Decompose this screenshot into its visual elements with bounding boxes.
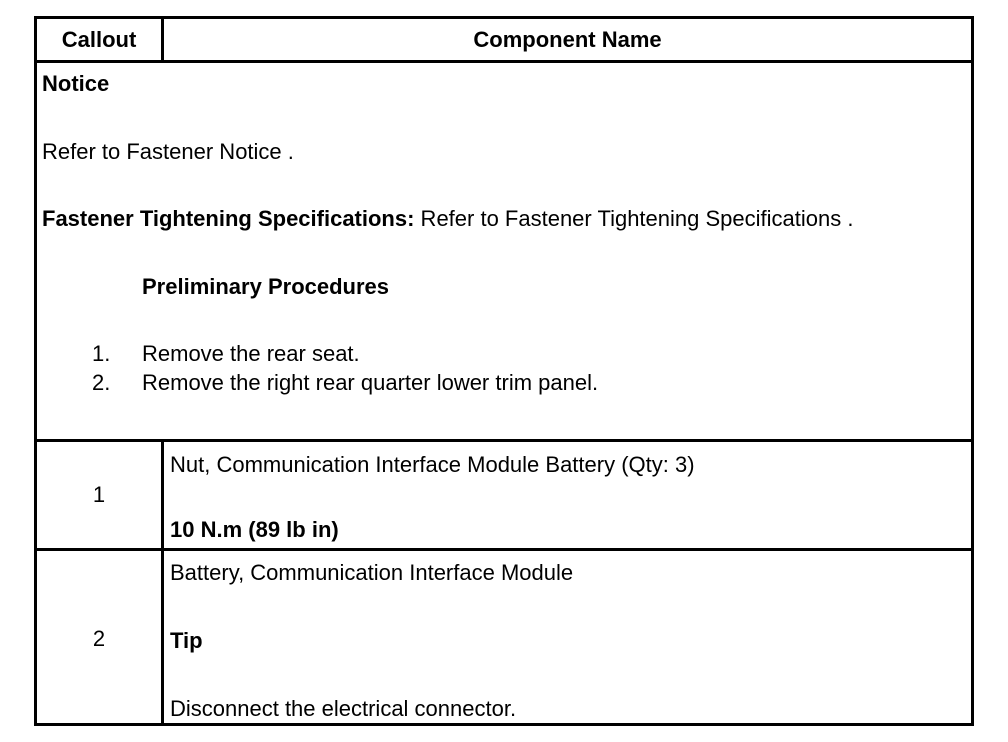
tip-label: Tip — [170, 628, 203, 653]
table-header-row — [37, 19, 971, 63]
callout-cell: 1 — [37, 442, 164, 548]
spec-text: Refer to Fastener Tightening Specifications . — [414, 206, 854, 231]
step-number-1: 1. — [92, 341, 111, 366]
callout-cell: 2 — [37, 551, 164, 726]
component-name-column-header: Component Name — [473, 26, 662, 52]
notice-title: Notice — [42, 71, 110, 96]
preliminary-procedures-title: Preliminary Procedures — [142, 274, 390, 299]
component-name: Nut, Communication Interface Module Battery (Qty: 3) — [170, 452, 695, 477]
step-text-2: Remove the right rear quarter lower trim panel. — [142, 370, 599, 395]
component-table — [34, 16, 974, 726]
fastener-notice-reference: Refer to Fastener Notice . — [42, 139, 294, 164]
callout-column-header: Callout — [37, 19, 164, 60]
table-row — [37, 551, 971, 726]
table-row — [37, 442, 971, 551]
component-name-cell — [164, 551, 971, 726]
component-name: Battery, Communication Interface Module — [170, 560, 574, 585]
torque-spec: 10 N.m (89 lb in) — [170, 517, 339, 542]
notice-section — [37, 63, 971, 442]
tightening-specifications-line — [42, 206, 853, 232]
tip-text: Disconnect the electrical connector. — [170, 696, 517, 721]
step-text-1: Remove the rear seat. — [142, 341, 360, 366]
step-number-2: 2. — [92, 370, 111, 395]
component-name-cell — [164, 442, 971, 548]
spec-label: Fastener Tightening Specifications: — [42, 206, 415, 231]
